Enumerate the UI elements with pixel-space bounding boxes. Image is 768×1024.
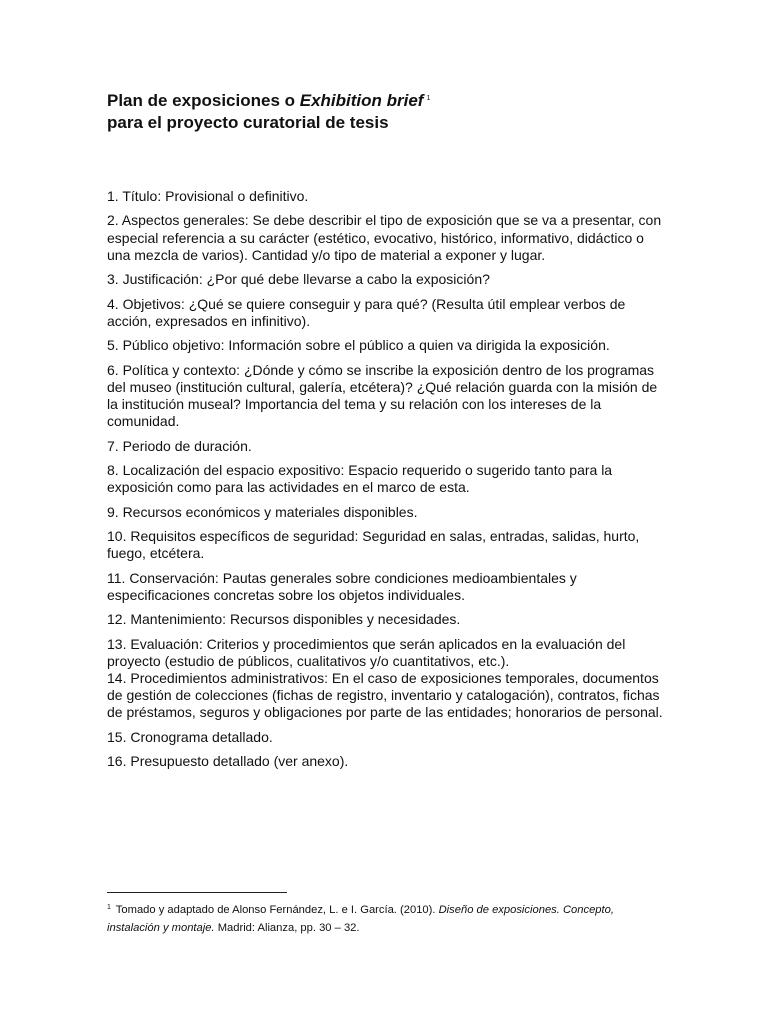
list-item-line: 1. Título: Provisional o definitivo.	[107, 188, 309, 204]
list-item-line: acción, expresados en infinitivo).	[107, 312, 311, 329]
list-item-line: 4. Objetivos: ¿Qué se quiere conseguir y para qué? (Resulta útil emplear verbos de	[107, 295, 626, 312]
list-item-line: 10. Requisitos específicos de seguridad: Seguridad en salas, entradas, salidas, hurto,	[107, 527, 640, 544]
list-item	[107, 271, 667, 288]
item-list	[107, 188, 667, 778]
list-item	[107, 636, 667, 670]
footnote-line-1	[107, 899, 667, 919]
list-item-line: proyecto (estudio de públicos, cualitativos y/o cuantitativos, etc.).	[107, 652, 510, 669]
footnote-book-subtitle: instalación y montaje.	[107, 922, 215, 934]
list-item-line: del museo (institución cultural, galería, etcétera)? ¿Qué relación guarda con la misión de	[107, 378, 658, 395]
list-item-line: 16. Presupuesto detallado (ver anexo).	[107, 753, 349, 770]
list-item	[107, 438, 667, 455]
list-item-line: de gestión de colecciones (fichas de registro, inventario y catalogación), contratos, fichas	[107, 687, 660, 704]
list-item-line: 3. Justificación: ¿Por qué debe llevarse a cabo la exposición?	[107, 271, 490, 288]
document-title	[107, 88, 667, 134]
list-item-line: 12. Mantenimiento: Recursos disponibles y necesidades.	[107, 611, 461, 628]
footnote-publisher: Madrid: Alianza, pp. 30 – 32.	[214, 922, 360, 934]
list-item	[107, 528, 667, 562]
list-item	[107, 212, 667, 264]
footnote-rule	[107, 892, 287, 893]
list-item-line: 9. Recursos económicos y materiales disponibles.	[107, 503, 418, 520]
footnote-book-title: Diseño de exposiciones. Concepto,	[438, 904, 614, 916]
list-item-line: 7. Periodo de duración.	[107, 437, 252, 454]
list-item-line: una mezcla de varios). Cantidad y/o tipo de material a exponer y lugar.	[107, 246, 546, 263]
list-item-line: 8. Localización del espacio expositivo: Espacio requerido o sugerido tanto para la	[107, 461, 613, 478]
title-footnote-marker: 1	[426, 95, 431, 102]
list-item	[107, 337, 667, 354]
list-item-line: 15. Cronograma detallado.	[107, 728, 273, 745]
list-item	[107, 296, 667, 330]
list-item-line: la institución museal? Importancia del tema y su relación con los intereses de la	[107, 395, 602, 412]
list-item	[107, 729, 667, 746]
footnote-text: Tomado y adaptado de Alonso Fernández, L. e I. García. (2010).	[112, 904, 439, 916]
list-item-line: fuego, etcétera.	[107, 545, 205, 562]
list-item-line: 2. Aspectos generales: Se debe describir el tipo de exposición que se va a presentar, con	[107, 212, 662, 229]
list-item	[107, 570, 667, 604]
list-item-line: de préstamos, seguros y obligaciones por parte de las entidades; honorarios de personal.	[107, 704, 663, 721]
list-item-line: 11. Conservación: Pautas generales sobre condiciones medioambientales y	[107, 569, 577, 586]
list-item-line: especificaciones concretas sobre los objetos individuales.	[107, 586, 465, 603]
footnote-line-2	[107, 919, 667, 937]
list-item-line: 14. Procedimientos administrativos: En el caso de exposiciones temporales, documentos	[107, 669, 659, 686]
footnote	[107, 899, 667, 937]
list-item-line: 13. Evaluación: Criterios y procedimientos que serán aplicados en la evaluación del	[107, 635, 626, 652]
list-item	[107, 611, 667, 628]
list-item-line: comunidad.	[107, 413, 180, 430]
list-item	[107, 362, 667, 431]
title-italic: Exhibition brief	[299, 91, 424, 110]
list-item	[107, 753, 667, 770]
list-item	[107, 504, 667, 521]
footnote-marker: 1	[107, 904, 111, 911]
title-line-1	[107, 88, 667, 112]
title-text: Plan de exposiciones o	[107, 91, 300, 110]
list-item	[107, 462, 667, 496]
list-item-line: exposición como para las actividades en el marco de esta.	[107, 479, 470, 496]
list-item	[107, 188, 667, 205]
list-item-line: 5. Público objetivo: Información sobre el público a quien va dirigida la exposición.	[107, 337, 610, 354]
list-item-line: especial referencia a su carácter (estético, evocativo, histórico, informativo, didáctico o	[107, 229, 644, 246]
list-item-line: 6. Política y contexto: ¿Dónde y cómo se inscribe la exposición dentro de los programas	[107, 361, 655, 378]
list-item	[107, 670, 667, 722]
title-line-2: para el proyecto curatorial de tesis	[107, 113, 389, 132]
